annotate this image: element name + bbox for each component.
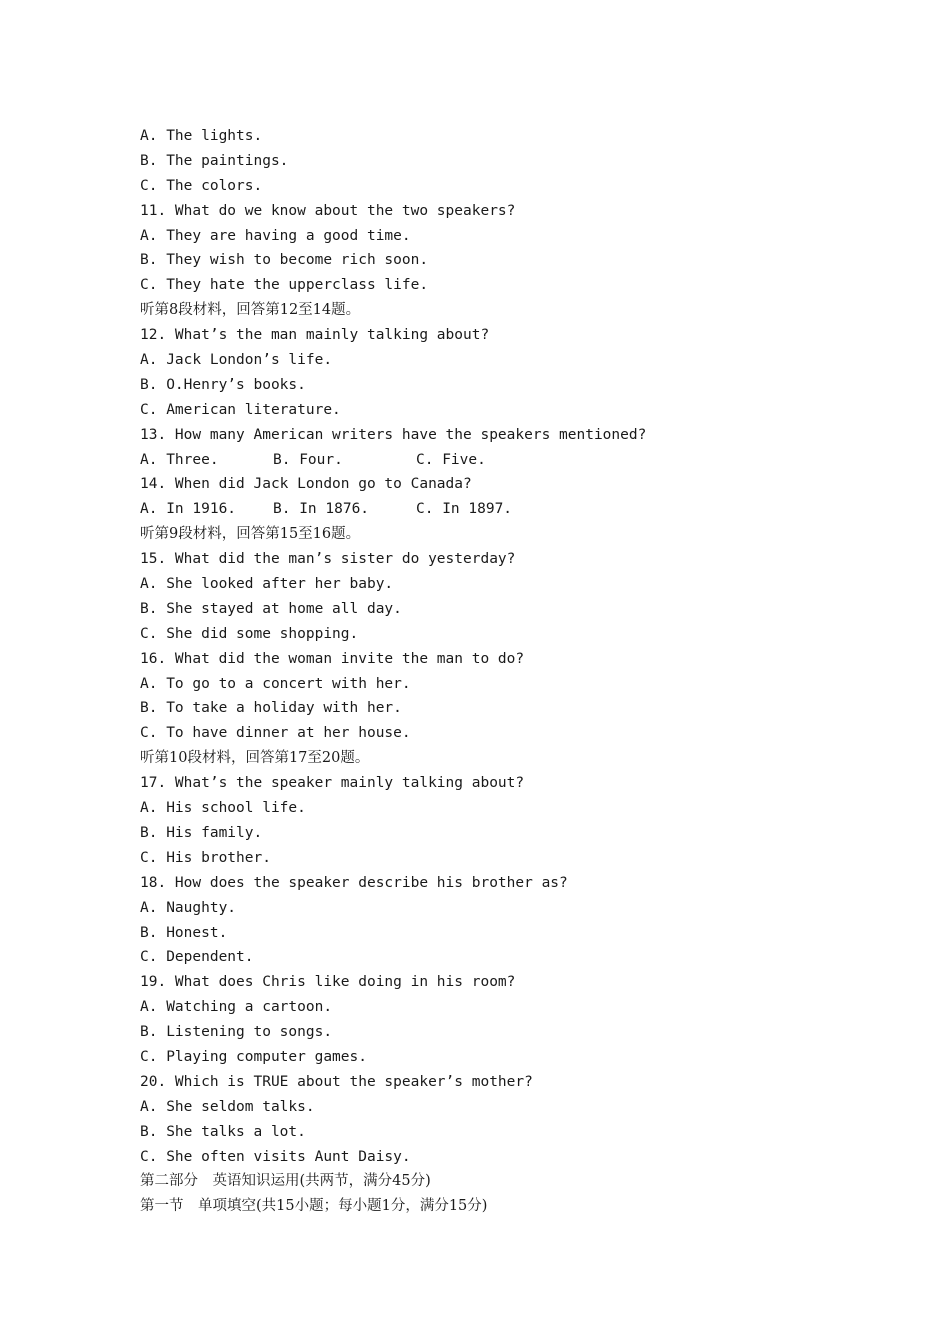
answer-option: C. The colors. — [140, 177, 263, 194]
question-text: 13. How many American writers have the speakers mentioned? — [140, 426, 647, 443]
answer-option: A. To go to a concert with her. — [140, 675, 411, 692]
answer-option: C. His brother. — [140, 849, 271, 866]
section-heading: 听第8段材料，回答第12至14题。 — [140, 302, 361, 319]
option-text: C. In 1897. — [416, 501, 513, 518]
option-text: A. Three. — [140, 451, 219, 468]
option-text: B. In 1876. — [273, 501, 370, 518]
question-text: 18. How does the speaker describe his brother as? — [140, 874, 568, 891]
answer-option: A. Watching a cartoon. — [140, 999, 333, 1016]
answer-option: B. They wish to become rich soon. — [140, 252, 429, 269]
option-text: B. Four. — [273, 451, 343, 468]
option-row — [140, 497, 900, 522]
document-page — [140, 124, 900, 1219]
answer-option: A. Jack London’s life. — [140, 352, 333, 369]
option-text: C. Five. — [416, 451, 486, 468]
answer-option: B. His family. — [140, 824, 263, 841]
answer-option: C. American literature. — [140, 401, 341, 418]
answer-option: C. They hate the upperclass life. — [140, 277, 429, 294]
question-text: 14. When did Jack London go to Canada? — [140, 476, 472, 493]
answer-option: A. The lights. — [140, 128, 263, 144]
question-text: 16. What did the woman invite the man to do? — [140, 650, 525, 667]
answer-option: B. Honest. — [140, 924, 228, 941]
section-heading: 第一节 单项填空(共15小题；每小题1分，满分15分) — [140, 1198, 488, 1215]
question-text: 17. What’s the speaker mainly talking about? — [140, 775, 525, 792]
answer-option: C. Dependent. — [140, 949, 254, 966]
answer-option: B. Listening to songs. — [140, 1024, 333, 1041]
answer-option: A. She seldom talks. — [140, 1098, 315, 1115]
answer-option: B. To take a holiday with her. — [140, 700, 402, 717]
answer-option: A. She looked after her baby. — [140, 576, 394, 593]
answer-option: C. Playing computer games. — [140, 1048, 367, 1065]
answer-option: B. She talks a lot. — [140, 1123, 306, 1140]
answer-option: C. She often visits Aunt Daisy. — [140, 1148, 411, 1165]
question-text: 12. What’s the man mainly talking about? — [140, 327, 490, 344]
answer-option: A. They are having a good time. — [140, 227, 411, 244]
answer-option: C. She did some shopping. — [140, 625, 359, 642]
question-text: 19. What does Chris like doing in his room? — [140, 974, 516, 991]
option-text: A. In 1916. — [140, 501, 237, 518]
section-heading: 听第10段材料，回答第17至20题。 — [140, 750, 370, 767]
answer-option: B. O.Henry’s books. — [140, 376, 306, 393]
answer-option: C. To have dinner at her house. — [140, 725, 411, 742]
section-heading: 听第9段材料，回答第15至16题。 — [140, 526, 361, 543]
question-text: 11. What do we know about the two speakers? — [140, 202, 516, 219]
answer-option: B. She stayed at home all day. — [140, 600, 402, 617]
section-heading: 第二部分 英语知识运用(共两节，满分45分) — [140, 1173, 431, 1190]
answer-option: A. His school life. — [140, 800, 306, 817]
answer-option: B. The paintings. — [140, 152, 289, 169]
question-text: 15. What did the man’s sister do yesterday? — [140, 551, 516, 568]
question-text: 20. Which is TRUE about the speaker’s mother? — [140, 1073, 533, 1090]
option-row — [140, 448, 900, 473]
answer-option: A. Naughty. — [140, 899, 237, 916]
